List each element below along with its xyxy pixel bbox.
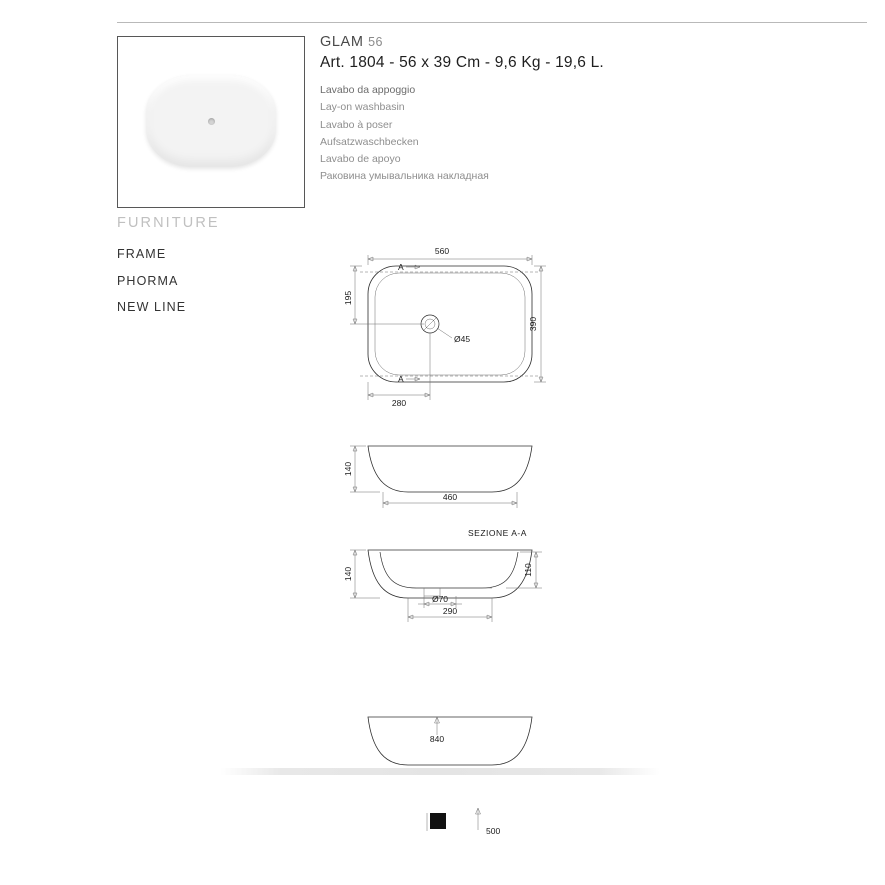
model-size: 56 — [368, 35, 383, 49]
description-list — [320, 82, 489, 186]
basin-install-outline — [368, 717, 532, 765]
technical-drawings — [320, 230, 860, 860]
basin-front-outline — [368, 446, 532, 492]
section-title: SEZIONE A-A — [468, 528, 527, 538]
description-es: Lavabo de apoyo — [320, 153, 401, 166]
dim-drain-offset-y: 195 — [343, 290, 353, 306]
dim-drain-diameter: Ø45 — [454, 334, 471, 344]
model-name: GLAM — [320, 34, 364, 50]
dim-drain-offset-x: 280 — [391, 398, 407, 408]
description-fr: Lavabo à poser — [320, 118, 393, 131]
description-it: Lavabo da appoggio — [320, 84, 416, 96]
sidebar-item-frame[interactable]: FRAME — [117, 247, 167, 261]
floor-shadow-band — [220, 768, 660, 775]
description-de: Aufsatzwaschbecken — [320, 135, 419, 148]
description-ru: Раковина умывальника накладная — [320, 170, 489, 183]
dim-top-depth: 390 — [528, 316, 538, 332]
dim-section-inner-depth: 110 — [523, 563, 533, 577]
basin-section-inner — [380, 552, 518, 588]
installation-view-drawing — [368, 717, 532, 836]
dim-rim-height: 840 — [429, 734, 445, 744]
header-divider — [117, 22, 867, 23]
drain-block — [430, 813, 446, 829]
dim-front-base-width: 460 — [442, 492, 458, 502]
sidebar-item-phorma[interactable]: PHORMA — [117, 273, 179, 288]
product-title — [320, 34, 383, 50]
sidebar-item-new-line[interactable]: NEW LINE — [117, 300, 187, 314]
nav-heading-furniture: FURNITURE — [117, 215, 220, 231]
section-mark-bottom: A — [398, 374, 404, 384]
dim-drain-height: 500 — [486, 826, 501, 836]
description-en: Lay-on washbasin — [320, 101, 405, 114]
sidebar-nav — [117, 215, 297, 327]
section-view-drawing — [343, 528, 542, 622]
section-mark-top: A — [398, 262, 404, 272]
front-view-drawing — [343, 446, 532, 508]
dim-section-height: 140 — [343, 566, 353, 582]
article-specs: Art. 1804 - 56 x 39 Cm - 9,6 Kg - 19,6 L. — [320, 54, 604, 71]
top-view-drawing — [343, 246, 546, 408]
dim-section-base-width: 290 — [442, 606, 458, 616]
washbasin-photo — [146, 75, 276, 167]
basin-section-outline — [368, 550, 532, 598]
dim-overflow-diameter: Ø70 — [431, 594, 449, 604]
dim-top-width: 560 — [434, 246, 450, 256]
product-image-box — [117, 36, 305, 208]
dim-front-height: 140 — [343, 461, 353, 477]
